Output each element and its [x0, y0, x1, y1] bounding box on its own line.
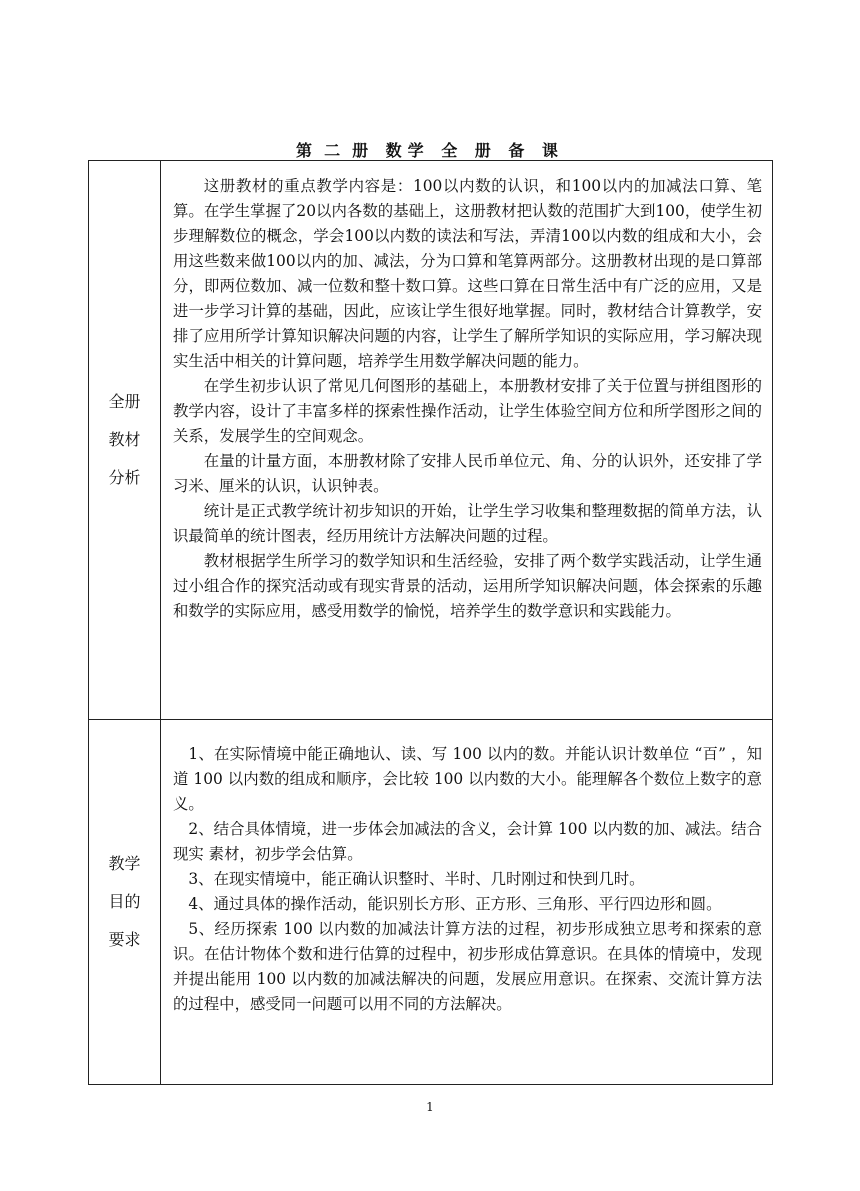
label-line: 要求 [108, 930, 141, 949]
label-line: 教材 [108, 430, 141, 449]
title-suffix: 册 数学 全 册 备 课 [352, 141, 564, 160]
objective-item: 3、在现实情境中，能正确认识整时、半时、几时刚过和快到几时。 [188, 870, 645, 888]
table-row-teaching-objectives [89, 720, 773, 1085]
material-analysis-content [161, 161, 773, 720]
label-line: 分析 [108, 468, 141, 487]
page-number: 1 [426, 1100, 434, 1114]
paragraph: 这册教材的重点教学内容是：100以内数的认识，和100以内的加减法口算、笔算。在学生掌握了20以内各数的基础上，这册教材把认数的范围扩大到100，使学生初步理解数位的概念，学会100以内数的读法和写法，弄清100以内数的组成和大小，会用这些数来做100以内的加、减法，分为口算和笔算两部分。这册教材出现的是口算部分，即两位数加、减一位数和整十数口算。这些口算在日常生活中有广泛的应用，又是进一步学习计算的基础，因此，应该让学生很好地掌握。同时，教材结合计算教学，安排了应用所学计算知识解决问题的内容，让学生了解所学知识的实际应用，学习解决现实生活中相关的计算问题，培养学生用数学解决问题的能力。 [173, 177, 762, 370]
paragraph: 在量的计量方面，本册教材除了安排人民币单位元、角、分的认识外，还安排了学习米、厘米的认识，认识钟表。 [173, 452, 762, 495]
title-prefix: 第 [296, 141, 319, 160]
objective-item: 2、结合具体情境，进一步体会加减法的含义，会计算 100 以内数的加、减法。结合现实 素材，初步学会估算。 [173, 820, 762, 863]
label-line: 教学 [108, 854, 141, 873]
lesson-plan-table [88, 160, 773, 1085]
row-label-material-analysis [89, 161, 161, 720]
objective-item: 5、经历探索 100 以内数的加减法计算方法的过程，初步形成独立思考和探索的意 识。在估计物体个数和进行估算的过程中，初步形成估算意识。在具体的情境中，发现并提出能用 100 以内数的加减法解决的问题，发展应用意识。在探索、交流计算方法的过程中，感受同一问题可以用不同的方法解决。 [173, 920, 762, 1013]
paragraph: 教材根据学生所学习的数学知识和生活经验，安排了两个数学实践活动，让学生通过小组合作的探究活动或有现实背景的活动，运用所学知识解决问题，体会探索的乐趣和数学的实际应用，感受用数学的愉悦，培养学生的数学意识和实践能力。 [173, 552, 762, 620]
paragraph: 在学生初步认识了常见几何图形的基础上，本册教材安排了关于位置与拼组图形的教学内容，设计了丰富多样的探索性操作活动，让学生体验空间方位和所学图形之间的关系，发展学生的空间观念。 [173, 377, 762, 445]
paragraph: 统计是正式教学统计初步知识的开始，让学生学习收集和整理数据的简单方法，认识最简单的统计图表，经历用统计方法解决问题的过程。 [173, 502, 762, 545]
label-line: 全册 [108, 392, 141, 411]
title-volume-number: 二 [318, 142, 352, 161]
label-line: 目的 [108, 892, 141, 911]
row-label-teaching-objectives [89, 720, 161, 1085]
teaching-objectives-content [161, 720, 773, 1085]
table-row-material-analysis [89, 161, 773, 720]
objective-item: 1、在实际情境中能正确地认、读、写 100 以内的数。并能认识计数单位 “百” ，知 道 100 以内数的组成和顺序，会比较 100 以内数的大小。能理解各个数位上数字的意义。 [173, 745, 762, 813]
objective-item: 4、通过具体的操作活动，能识别长方形、正方形、三角形、平行四边形和圆。 [188, 895, 722, 913]
page-title [0, 138, 860, 161]
